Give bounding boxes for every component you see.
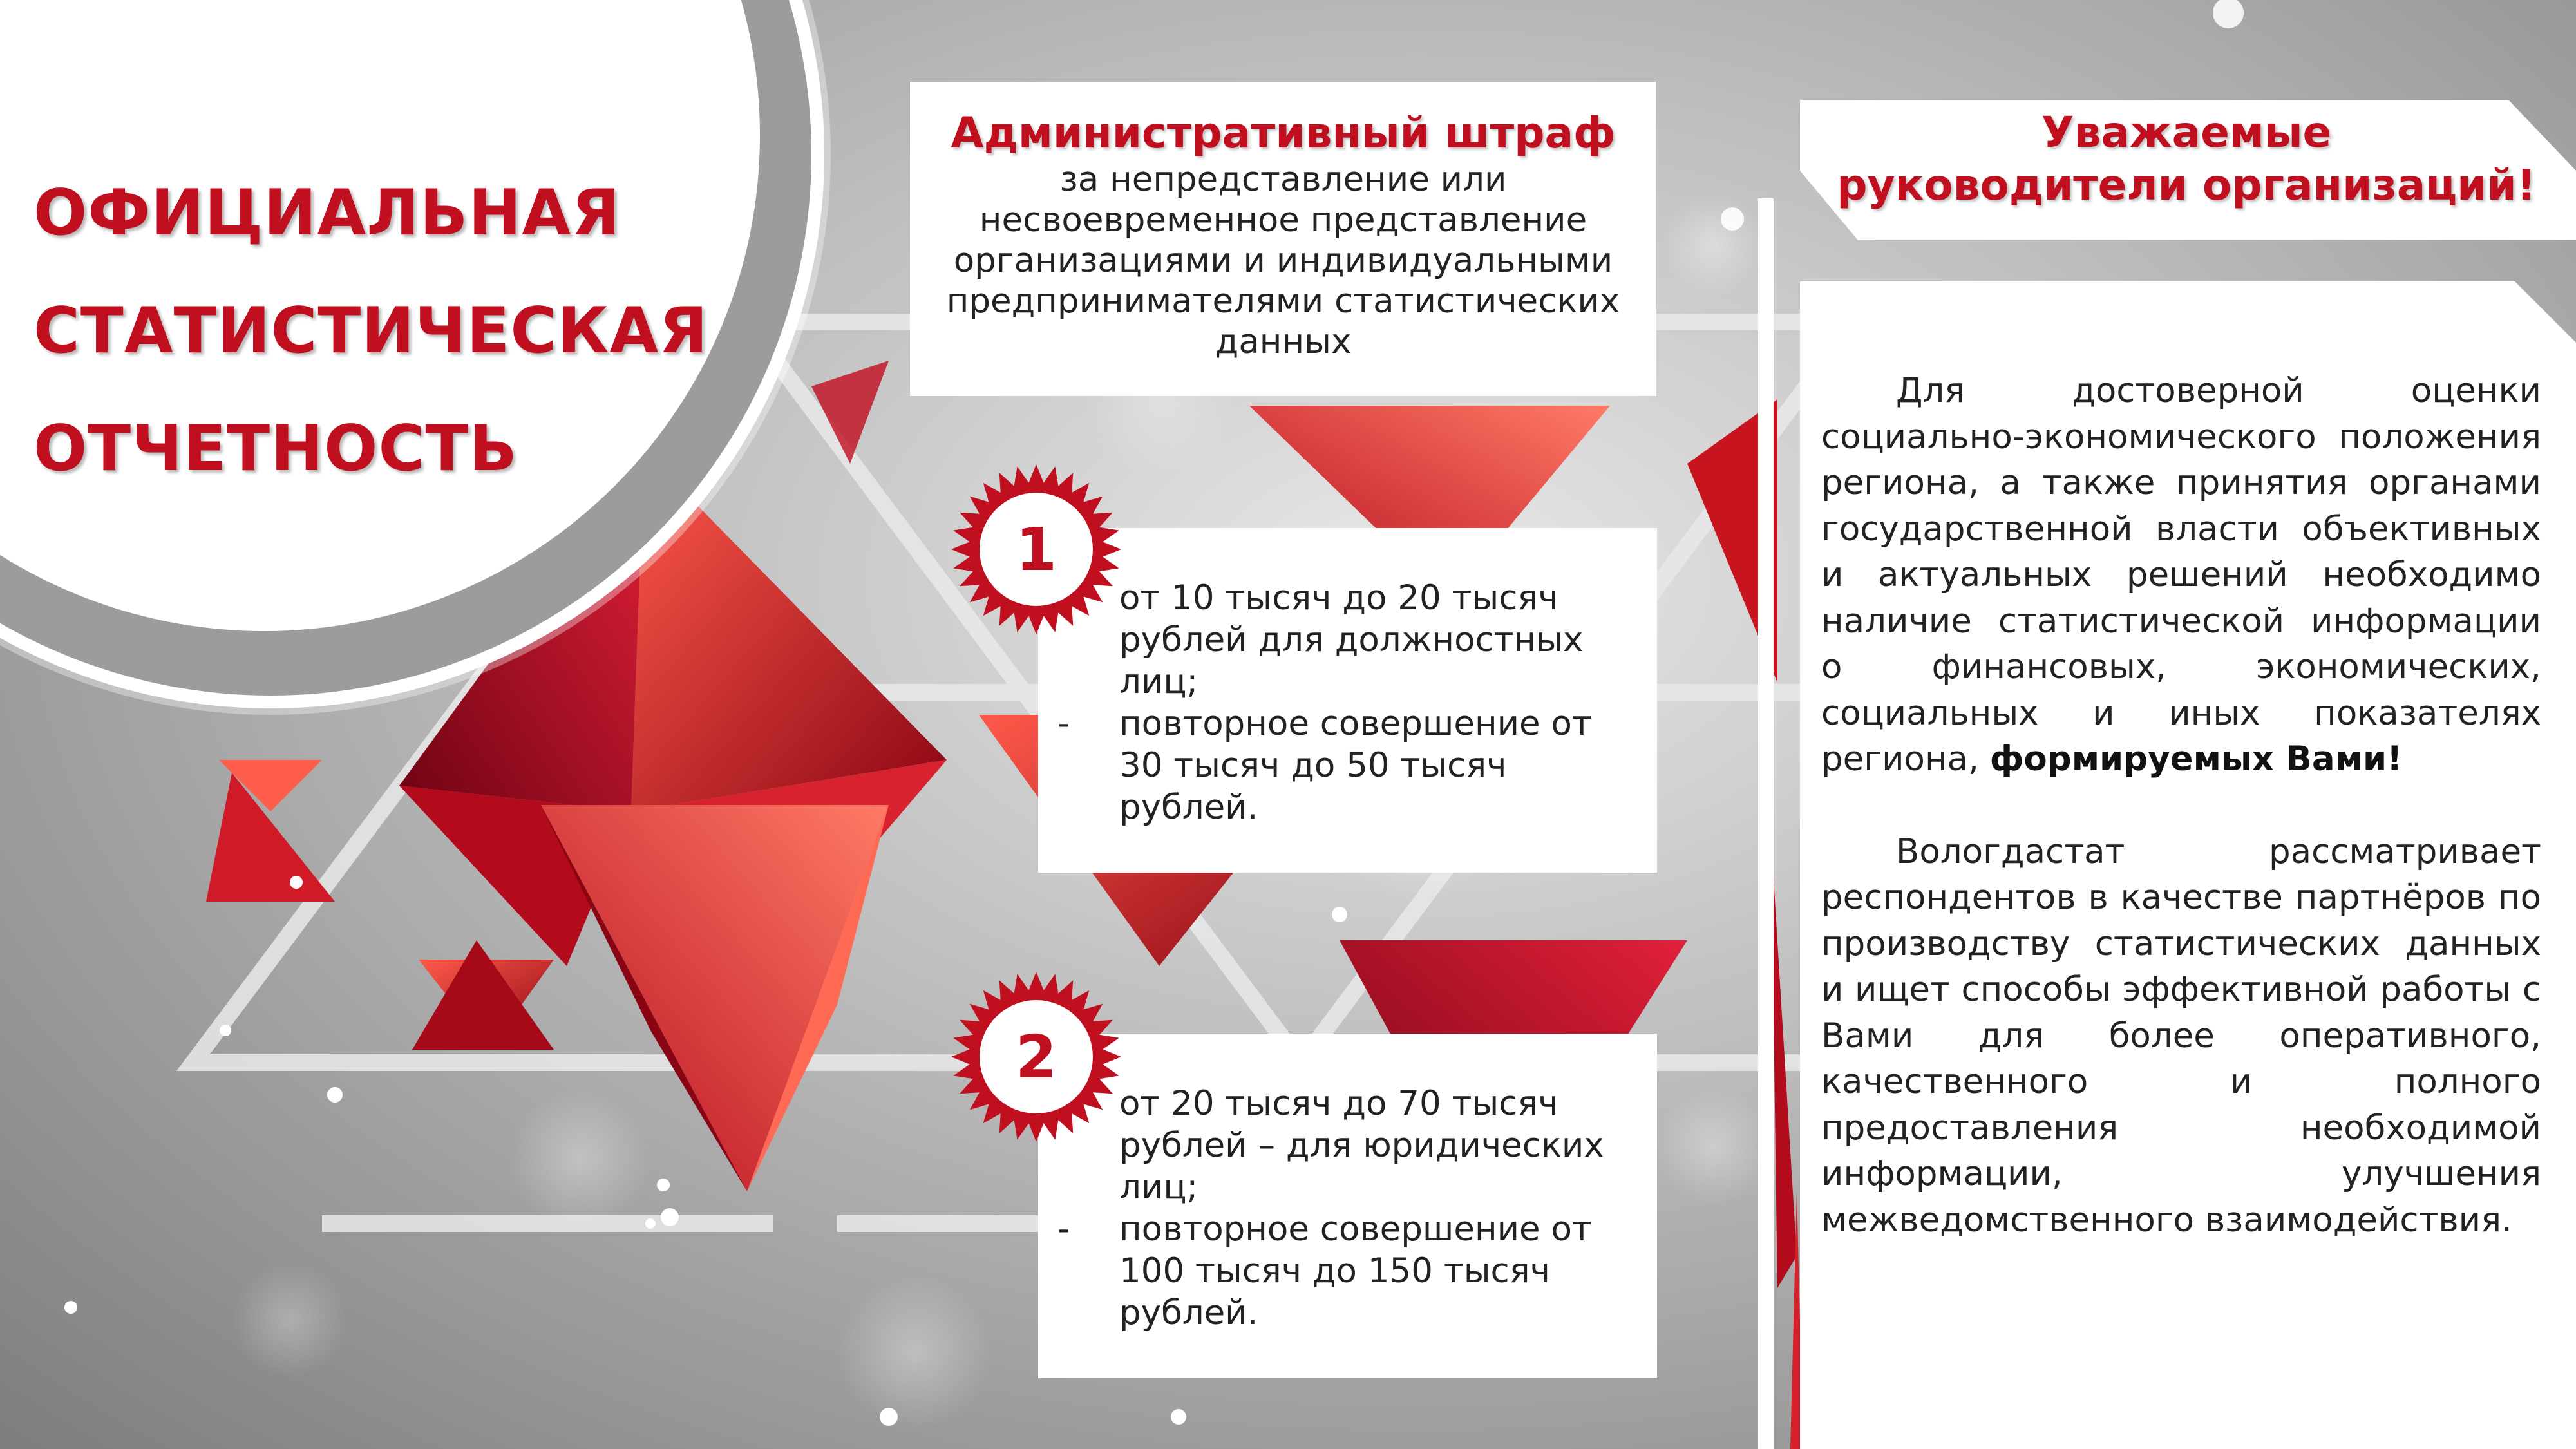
penalty-item: от 20 тысяч до 70 тысяч рублей – для юридических лиц; xyxy=(1119,1084,1604,1207)
paragraph-1-text: Для достоверной оценки социально-экономического положения региона, а также принятия органами государственной власти объективных и актуальных решений необходимо наличие статистической информации о финансовых, экономических, социальных и иных показателях региона, xyxy=(1821,371,2541,779)
address-line-1: Уважаемые xyxy=(2041,108,2332,157)
number-badge-1 xyxy=(949,462,1123,636)
title-line-3: ОТЧЕТНОСТЬ xyxy=(33,412,518,486)
title-line-2: СТАТИСТИЧЕСКАЯ xyxy=(33,294,708,368)
fine-description: за непредставление или несвоевременное представление организациями и индивидуальными предпринимателями статистических данных xyxy=(946,160,1620,361)
divider-line xyxy=(1758,198,1774,1449)
fine-title: Административный штраф xyxy=(951,108,1616,158)
title-line-1: ОФИЦИАЛЬНАЯ xyxy=(33,176,621,250)
paragraph-2: Вологдастат рассматривает респондентов в качестве партнёров по производству статистических данных и ищет способы эффективной работы с Вами для более оперативного, качественного и полного предоставления необходимой информации, улучшения межведомственного взаимодействия. xyxy=(1821,831,2541,1240)
address-heading xyxy=(1816,106,2557,212)
penalty-box-1 xyxy=(1038,528,1657,873)
number-badge-2 xyxy=(949,970,1123,1144)
penalty-item-repeat: - повторное совершение от 30 тысяч до 50 тысяч рублей. xyxy=(1038,703,1631,828)
paragraph-1-emphasis: формируемых Вами! xyxy=(1989,739,2403,779)
penalty-item-repeat: - повторное совершение от 100 тысяч до 150 тысяч рублей. xyxy=(1038,1208,1631,1334)
badge-number: 2 xyxy=(1015,1022,1057,1092)
penalty-box-2 xyxy=(1038,1034,1657,1378)
address-line-2: руководители организаций! xyxy=(1837,160,2536,210)
badge-number: 1 xyxy=(1015,515,1057,584)
penalty-list-2 xyxy=(1038,1083,1631,1334)
penalty-item: от 10 тысяч до 20 тысяч рублей для должностных лиц; xyxy=(1119,578,1584,701)
message-text xyxy=(1821,368,2541,1243)
page-title xyxy=(33,155,708,508)
penalty-list-1 xyxy=(1038,577,1631,828)
fine-box xyxy=(910,82,1656,396)
paragraph-1 xyxy=(1821,368,2541,782)
